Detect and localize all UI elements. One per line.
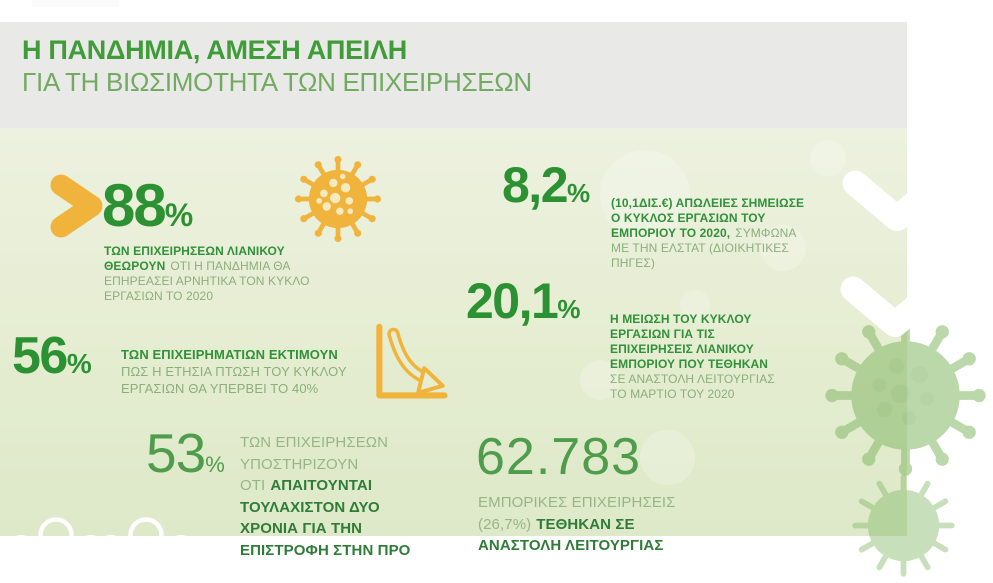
white-chevron-down-icon <box>842 170 952 236</box>
stat-62783-number: 62.783 <box>476 428 642 486</box>
white-chevron-down-icon <box>840 276 950 342</box>
background-blob <box>810 140 846 176</box>
stat-201-unit: % <box>557 294 579 324</box>
stat-201-text: Η ΜΕΙΩΣΗ ΤΟΥ ΚΥΚΛΟΥ ΕΡΓΑΣΙΩΝ ΓΙΑ ΤΙΣ ΕΠΙΧΕΙΡΗΣΕΙΣ ΛΙΑΝΙΚΟΥ ΕΜΠΟΡΙΟΥ ΠΟΥ ΤΕΘΗΚΑΝ ΣΕ ΑΝΑΣΤΟΛΗ ΛΕΙΤΟΥΡΓΙΑΣ ΤΟ ΜΑΡΤΙΟ ΤΟΥ 2020 <box>610 312 775 401</box>
stat-88-unit: % <box>164 197 192 233</box>
stat-62783-text: ΕΜΠΟΡΙΚΕΣ ΕΠΙΧΕΙΡΗΣΕΙΣ (26,7%) ΤΕΘΗΚΑΝ ΣΕ ΑΝΑΣΤΟΛΗ ΛΕΙΤΟΥΡΓΙΑΣ <box>478 494 676 554</box>
stat-82-value <box>502 157 589 213</box>
stat-82-unit: % <box>567 178 589 208</box>
stat-88-value <box>102 172 192 239</box>
stat-53-value <box>146 422 224 484</box>
page-title: Η ΠΑΝΔΗΜΙΑ, ΑΜΕΣΗ ΑΠΕΙΛΗ <box>22 35 407 65</box>
stat-201-number: 20,1 <box>466 273 558 329</box>
page-subtitle: ΓΙΑ ΤΗ ΒΙΩΣΙΜΟΤΗΤΑ ΤΩΝ ΕΠΙΧΕΙΡΗΣΕΩΝ <box>22 67 532 97</box>
stat-56-number: 56 <box>12 327 67 385</box>
stat-82-number: 8,2 <box>502 157 568 213</box>
header-band <box>0 22 907 128</box>
top-strip-chip <box>32 0 119 7</box>
stat-56-unit: % <box>66 348 91 379</box>
yellow-chevron-right-icon <box>44 174 108 238</box>
stat-56-value <box>12 327 91 385</box>
people-group-icon <box>12 509 100 569</box>
stat-53-text: ΤΩΝ ΕΠΙΧΕΙΡΗΣΕΩΝ ΥΠΟΣΤΗΡΙΖΟΥΝ ΟΤΙ ΑΠΑΙΤΟΥΝΤΑΙ ΤΟΥΛΑΧΙΣΤΟΝ ΔΥΟ ΧΡΟΝΙΑ ΓΙΑ ΤΗΝ ΕΠΙΣΤΡΟΦΗ ΣΤΗΝ ΠΡΟ <box>240 434 411 559</box>
stat-62783-value <box>476 428 642 486</box>
people-group-icon <box>102 509 190 569</box>
stat-82-text: (10,1ΔΙΣ.€) ΑΠΩΛΕΙΕΣ ΣΗΜΕΙΩΣΕ Ο ΚΥΚΛΟΣ ΕΡΓΑΣΙΩΝ ΤΟΥ ΕΜΠΟΡΙΟΥ ΤΟ 2020, ΣΥΜΦΩΝΑ ΜΕ ΤΗΝ ΕΛΣΤΑΤ (ΔΙΟΙΚΗΤΙΚΕΣ ΠΗΓΕΣ) <box>611 196 805 270</box>
top-strip <box>0 0 907 22</box>
yellow-virus-icon <box>291 152 385 246</box>
green-virus-icon <box>846 468 961 583</box>
stat-53-unit: % <box>205 452 224 477</box>
declining-chart-icon <box>360 316 448 408</box>
stat-88-number: 88 <box>102 172 165 239</box>
stat-88-text: ΤΩΝ ΕΠΙΧΕΙΡΗΣΕΩΝ ΛΙΑΝΙΚΟΥ ΘΕΩΡΟΥΝ ΟΤΙ Η ΠΑΝΔΗΜΙΑ ΘΑ ΕΠΗΡΕΑΣΕΙ ΑΡΝΗΤΙΚΑ ΤΟΝ ΚΥΚΛΟ ΕΡΓΑΣΙΩΝ ΤΟ 2020 <box>104 244 310 303</box>
stat-53-number: 53 <box>146 422 206 484</box>
stat-201-value <box>466 273 579 329</box>
background-blob <box>640 430 695 485</box>
stat-56-text: ΤΩΝ ΕΠΙΧΕΙΡΗΜΑΤΙΩΝ ΕΚΤΙΜΟΥΝ ΠΩΣ Η ΕΤΗΣΙΑ ΠΤΩΣΗ ΤΟΥ ΚΥΚΛΟΥ ΕΡΓΑΣΙΩΝ ΘΑ ΥΠΕΡΒΕΙ ΤΟ 40% <box>121 347 347 396</box>
